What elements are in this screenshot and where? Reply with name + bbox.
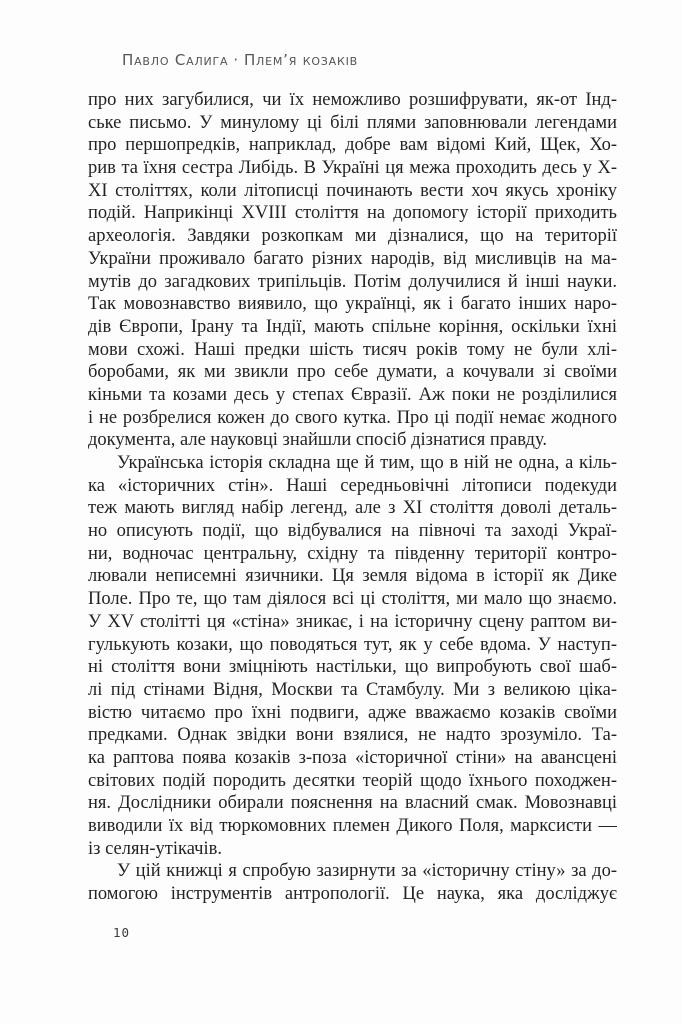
text-line: гулькують козаки, що поводяться тут, як у себе вдома. У наступ-: [88, 634, 617, 655]
text-line: лі під стінами Відня, Москви та Стамбулу. Ми з великою ціка-: [88, 679, 617, 700]
text-line: археологія. Завдяки розкопкам ми дізналися, що на території: [88, 226, 617, 247]
text-line: Поле. Про те, що там діялося всі ці століття, ми мало що знаємо.: [88, 589, 617, 610]
text-line: помогою інструментів антропології. Це наука, яка досліджує: [88, 884, 617, 905]
text-line: і не розбрелися кожен до свого кутка. Про ці події немає жодного: [88, 407, 617, 428]
text-line: XI століттях, коли літописці починають вести хоч якусь хроніку: [88, 180, 617, 201]
text-line: із селян-утікачів.: [88, 838, 222, 859]
text-line: кіньми та козами десь у степах Євразії. Аж поки не розділилися: [88, 384, 617, 405]
text-line: но описують події, що відбувалися на півночі та заході Украї-: [88, 521, 617, 542]
page-number: 10: [113, 925, 131, 940]
header-separator-dot: ·: [233, 51, 239, 69]
header-author-name: Павло Салига: [122, 51, 229, 69]
running-header: [122, 53, 358, 68]
text-line: рив та їхня сестра Либідь. В Україні ця межа проходить десь у X-: [88, 158, 617, 179]
text-line: ні століття вони зміцніють настільки, що випробують свої шаб-: [88, 657, 617, 678]
text-line: ка раптова поява козаків з-поза «історичної стіни» на авансцені: [88, 747, 617, 768]
text-line: подій. Наприкінці XVIII століття на допомогу історії приходить: [88, 203, 617, 224]
text-line: України проживало багато різних народів, від мисливців на ма-: [88, 248, 617, 269]
text-line: вістю читаємо про їхні подвиги, адже вважаємо козаків своїми: [88, 702, 617, 723]
text-line: про них загубилися, чи їх неможливо розшифрувати, як-от Інд-: [88, 90, 617, 110]
text-line: дів Європи, Ірану та Індії, мають спільне коріння, оскільки їхні: [88, 316, 617, 337]
text-line: світових подій породить десятки теорій щодо їхнього походжен-: [88, 770, 617, 791]
text-line: предками. Однак звідки вони взялися, не надто зрозуміло. Та-: [88, 725, 617, 746]
text-line: Українська історія складна ще й тим, що в ній не одна, а кіль-: [117, 453, 617, 473]
text-line: лювали неписемні язичники. Ця земля відома в історії як Дике: [88, 566, 617, 587]
text-line: ня. Дослідники обирали пояснення на власний смак. Мовознавці: [88, 793, 617, 814]
text-line: документа, але науковці знайшли спосіб дізнатися правду.: [88, 430, 547, 451]
page-text-block: [88, 89, 617, 906]
text-line: ське письмо. У минулому ці білі плями заповнювали легендами: [88, 112, 617, 133]
text-line: мутів до загадкових трипільців. Потім долучилися й інші науки.: [88, 271, 617, 292]
text-line: Так мовознавство виявило, що українці, як і багато інших наро-: [88, 294, 617, 315]
text-line: мови схожі. Наші предки шість тисяч років тому не були хлі-: [88, 339, 617, 360]
page-footer: [113, 926, 130, 940]
text-line: У XV столітті ця «стіна» зникає, і на історичну сцену раптом ви-: [88, 611, 617, 632]
header-book-title: Плем’я козаків: [243, 51, 358, 69]
text-line: про першопредків, наприклад, добре вам відомі Кий, Щек, Хо-: [88, 135, 617, 156]
text-line: ни, водночас центральну, східну та південну території контро-: [88, 543, 617, 564]
text-line: боробами, як ми звикли про себе думати, а кочували зі своїми: [88, 362, 617, 383]
text-line: теж мають вигляд набір легенд, але з XI століття доволі деталь-: [88, 498, 617, 519]
text-line: виводили їх від тюркомовних племен Дикого Поля, марксисти —: [88, 816, 617, 836]
text-line: ка «історичних стін». Наші середньовічні літописи подекуди: [88, 475, 617, 496]
text-line: У цій книжці я спробую зазирнути за «історичну стіну» за до-: [117, 861, 617, 882]
